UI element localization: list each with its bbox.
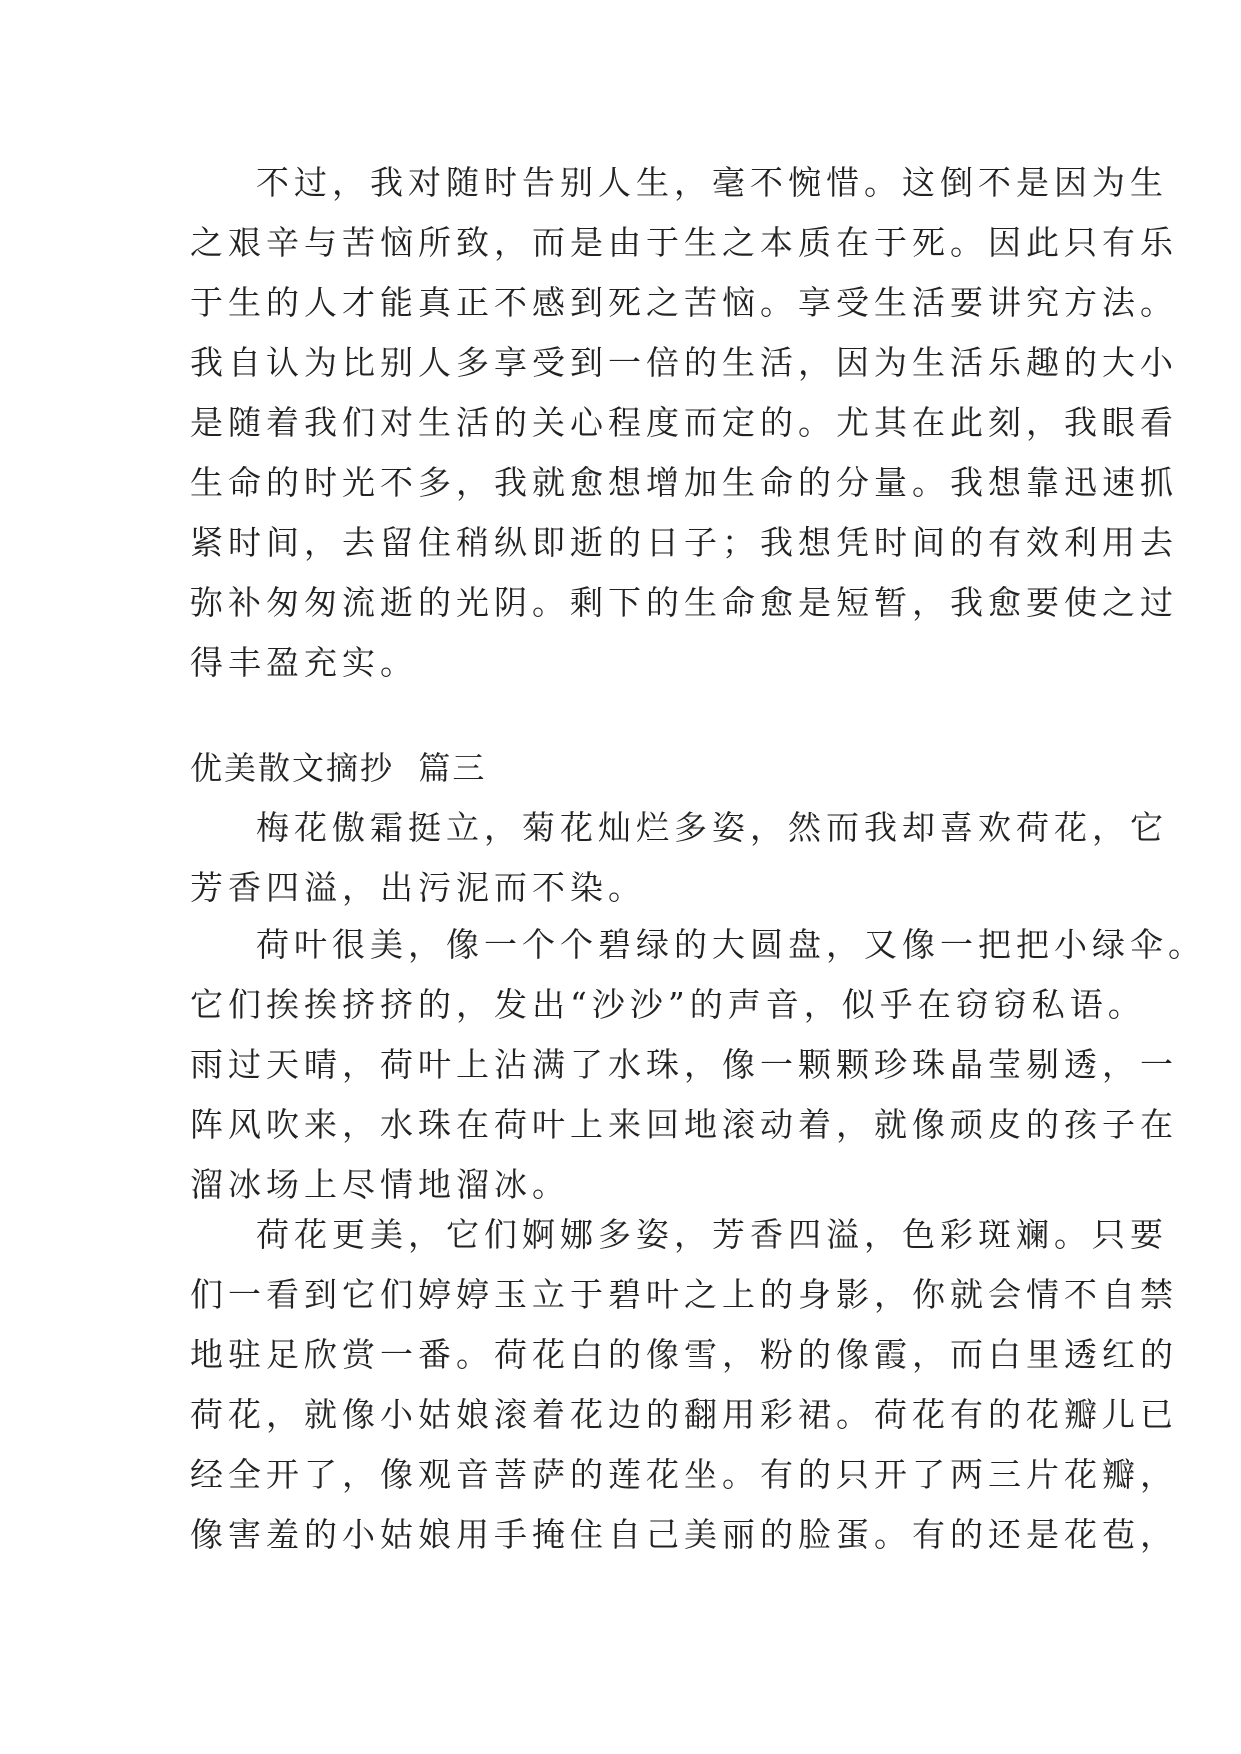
paragraph-1 [190, 153, 1178, 693]
paragraph-3 [190, 915, 1206, 1215]
paragraph-line: 它们挨挨挤挤的，发出“沙沙”的声音，似乎在窃窃私语。 [190, 985, 1146, 1024]
paragraph-line: 经全开了，像观音菩萨的莲花坐。有的只开了两三片花瓣， [190, 1455, 1178, 1494]
paragraph-line: 之艰辛与苦恼所致，而是由于生之本质在于死。因此只有乐 [190, 223, 1178, 262]
paragraph-line: 地驻足欣赏一番。荷花白的像雪，粉的像霞，而白里透红的 [190, 1335, 1178, 1374]
paragraph-line: 芳香四溢，出污泥而不染。 [190, 868, 646, 907]
paragraph-line: 荷叶很美，像一个个碧绿的大圆盘，又像一把把小绿伞。 [256, 925, 1206, 964]
paragraph-line: 梅花傲霜挺立，菊花灿烂多姿，然而我却喜欢荷花，它 [256, 808, 1168, 847]
paragraph-line: 不过，我对随时告别人生，毫不惋惜。这倒不是因为生 [256, 163, 1168, 202]
paragraph-line: 是随着我们对生活的关心程度而定的。尤其在此刻，我眼看 [190, 403, 1178, 442]
paragraph-line: 雨过天晴，荷叶上沾满了水珠，像一颗颗珍珠晶莹剔透，一 [190, 1045, 1178, 1084]
paragraph-line: 生命的时光不多，我就愈想增加生命的分量。我想靠迅速抓 [190, 463, 1178, 502]
paragraph-4 [190, 1205, 1178, 1565]
paragraph-line: 溜冰场上尽情地溜冰。 [190, 1165, 570, 1204]
paragraph-line: 荷花更美，它们婀娜多姿，芳香四溢，色彩斑斓。只要 [256, 1215, 1168, 1254]
section-title: 优美散文摘抄 篇三 [190, 749, 487, 787]
paragraph-line: 弥补匆匆流逝的光阴。剩下的生命愈是短暂，我愈要使之过 [190, 583, 1178, 622]
paragraph-line: 像害羞的小姑娘用手掩住自己美丽的脸蛋。有的还是花苞， [190, 1515, 1178, 1554]
paragraph-line: 得丰盈充实。 [190, 643, 418, 682]
paragraph-line: 阵风吹来，水珠在荷叶上来回地滚动着，就像顽皮的孩子在 [190, 1105, 1178, 1144]
paragraph-line: 于生的人才能真正不感到死之苦恼。享受生活要讲究方法。 [190, 283, 1178, 322]
paragraph-line: 我自认为比别人多享受到一倍的生活，因为生活乐趣的大小 [190, 343, 1178, 382]
paragraph-line: 荷花，就像小姑娘滚着花边的翻用彩裙。荷花有的花瓣儿已 [190, 1395, 1178, 1434]
paragraph-line: 们一看到它们婷婷玉立于碧叶之上的身影，你就会情不自禁 [190, 1275, 1178, 1314]
paragraph-line: 紧时间，去留住稍纵即逝的日子；我想凭时间的有效利用去 [190, 523, 1178, 562]
paragraph-2 [190, 798, 1168, 918]
